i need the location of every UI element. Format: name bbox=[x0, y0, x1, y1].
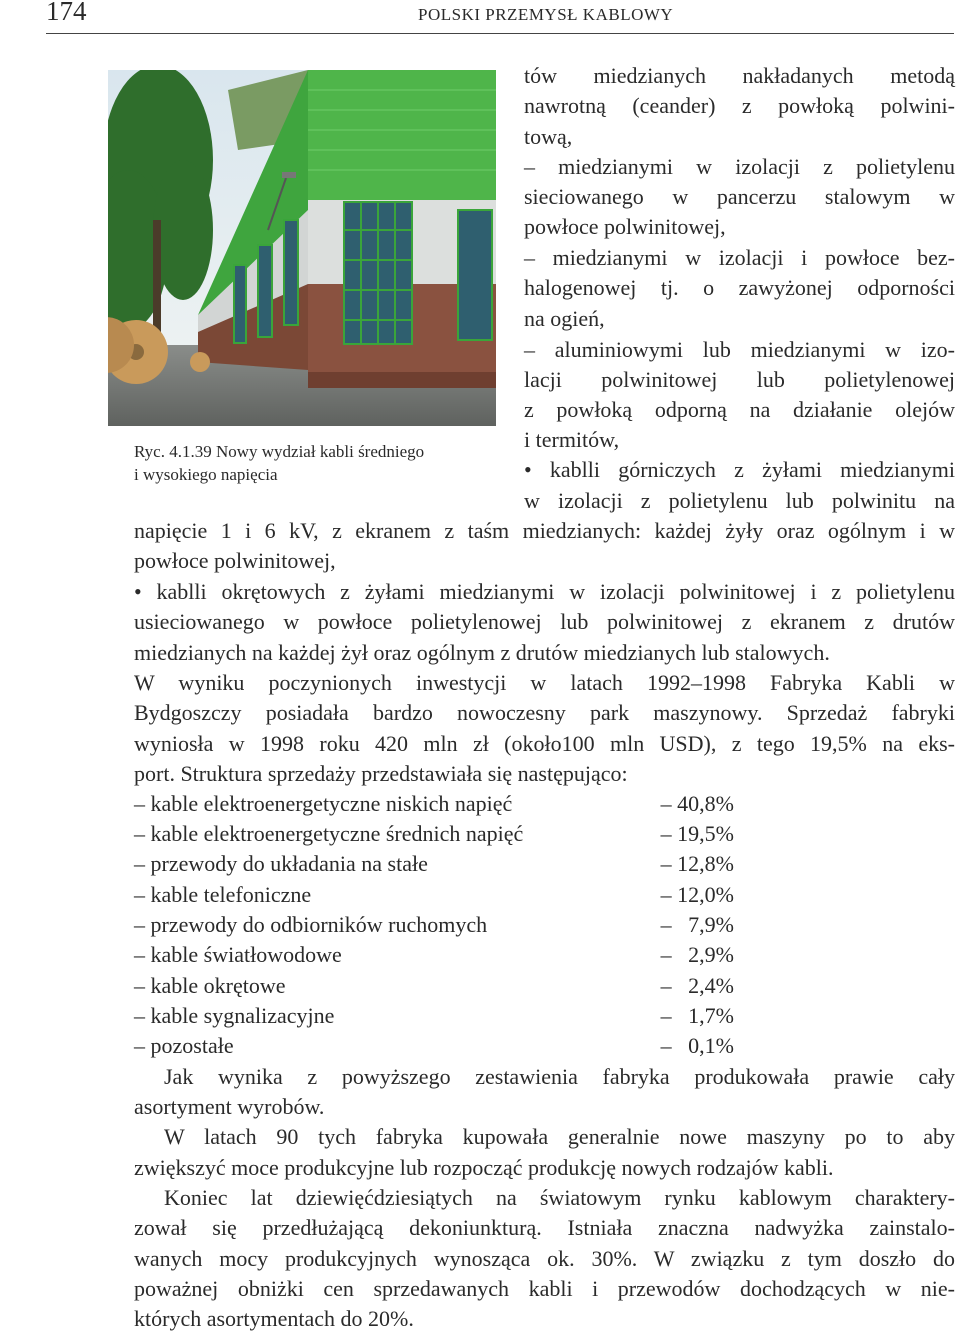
caption-line: Ryc. 4.1.39 Nowy wydział kabli średniego bbox=[134, 442, 425, 461]
sales-share: – 40,8% bbox=[660, 791, 734, 816]
paragraph-first-line: W wyniku poczynionych inwestycji w latach 1992–1998 Fabryka Kabli w bbox=[134, 670, 955, 695]
sales-category: – kable okrętowe bbox=[134, 973, 286, 998]
body-line: – miedzianymi w izolacji i powłoce bez- bbox=[524, 245, 955, 270]
sales-share: – 1,7% bbox=[660, 1003, 734, 1028]
body-line: powłoce polwinitowej, bbox=[524, 214, 726, 239]
body-line: napięcie 1 i 6 kV, z ekranem z taśm miedzianych: każdej żyły oraz ogólnym i w bbox=[134, 518, 955, 543]
body-line: których asortymentach do 20%. bbox=[134, 1306, 414, 1331]
sales-row bbox=[134, 1031, 734, 1061]
body-line: – aluminiowymi lub miedzianymi w izo- bbox=[524, 337, 955, 362]
body-line: halogenowej tj. o zawyżonej odporności bbox=[524, 275, 955, 300]
sales-category: – przewody do układania na stałe bbox=[134, 851, 428, 876]
page-number: 174 bbox=[46, 0, 87, 26]
sales-row bbox=[134, 849, 734, 879]
sales-row bbox=[134, 789, 734, 819]
body-line: tową, bbox=[524, 124, 573, 149]
sales-share: – 12,8% bbox=[660, 851, 734, 876]
bullet-line: • kablli okrętowych z żyłami miedzianymi w izolacji polwinitowej i z polietylenu bbox=[134, 579, 955, 604]
body-line: wanych mocy produkcyjnych wynosząca ok. 30%. W związku z tym doszło do bbox=[134, 1246, 955, 1271]
paragraph-first-line: Jak wynika z powyższego zestawienia fabryka produkowała prawie cały bbox=[164, 1064, 955, 1089]
sales-category: – przewody do odbiorników ruchomych bbox=[134, 912, 488, 937]
sales-row bbox=[134, 880, 734, 910]
sales-share: – 2,4% bbox=[660, 973, 734, 998]
sales-category: – kable elektroenergetyczne średnich napięć bbox=[134, 821, 524, 846]
sales-row bbox=[134, 910, 734, 940]
sales-share: – 0,1% bbox=[660, 1033, 734, 1058]
body-line: sieciowanego w pancerzu stalowym w bbox=[524, 184, 955, 209]
sales-category: – kable sygnalizacyjne bbox=[134, 1003, 335, 1028]
body-line: poważnej obniżki cen sprzedawanych kabli i przewodów dochodzących w nie- bbox=[134, 1276, 955, 1301]
paragraph-first-line: Koniec lat dziewięćdziesiątych na światowym rynku kablowym charaktery- bbox=[164, 1185, 955, 1210]
body-line: na ogień, bbox=[524, 306, 605, 331]
body-line: usieciowanego w powłoce polietylenowej lub polwinitowej z ekranem z drutów bbox=[134, 609, 955, 634]
sales-share: – 7,9% bbox=[660, 912, 734, 937]
body-line: port. Struktura sprzedaży przedstawiała się następująco: bbox=[134, 761, 628, 786]
body-line: – miedzianymi w izolacji z polietylenu bbox=[524, 154, 955, 179]
sales-share: – 19,5% bbox=[660, 821, 734, 846]
factory-photo bbox=[108, 70, 496, 426]
body-line: zwiększyć moce produkcyjne lub rozpocząć produkcję nowych rodzajów kabli. bbox=[134, 1155, 834, 1180]
bullet-line: • kablli górniczych z żyłami miedzianymi bbox=[524, 457, 955, 482]
running-title: POLSKI PRZEMYSŁ KABLOWY bbox=[418, 5, 674, 24]
sales-share: – 12,0% bbox=[660, 882, 734, 907]
sales-row bbox=[134, 971, 734, 1001]
body-line: tów miedzianych nakładanych metodą bbox=[524, 63, 955, 88]
paragraph-first-line: W latach 90 tych fabryka kupowała generalnie nowe maszyny po to aby bbox=[164, 1124, 955, 1149]
sales-category: – kable światłowodowe bbox=[134, 942, 342, 967]
body-line: w izolacji z polietylenu lub polwinitu na bbox=[524, 488, 955, 513]
sales-row bbox=[134, 940, 734, 970]
body-line: powłoce polwinitowej, bbox=[134, 548, 336, 573]
body-line: asortyment wyrobów. bbox=[134, 1094, 325, 1119]
sales-category: – kable telefoniczne bbox=[134, 882, 312, 907]
sales-row bbox=[134, 819, 734, 849]
sales-row bbox=[134, 1001, 734, 1031]
body-line: z powłoką odporną na działanie olejów bbox=[524, 397, 955, 422]
body-line: lacji polwinitowej lub polietylenowej bbox=[524, 367, 955, 392]
body-line: i termitów, bbox=[524, 427, 620, 452]
page-header bbox=[0, 0, 960, 34]
body-line: wyniosła w 1998 roku 420 mln zł (około100 mln USD), z tego 19,5% na eks- bbox=[134, 731, 955, 756]
sales-category: – kable elektroenergetyczne niskich napięć bbox=[134, 791, 513, 816]
header-rule bbox=[46, 33, 954, 34]
body-line: Bydgoszczy posiadała bardzo nowoczesny park maszynowy. Sprzedaż fabryki bbox=[134, 700, 955, 725]
body-line: nawrotną (ceander) z powłoką polwini- bbox=[524, 93, 955, 118]
figure-caption bbox=[134, 440, 494, 486]
caption-line: i wysokiego napięcia bbox=[134, 465, 278, 484]
body-line: zował się przedłużającą dekoniunkturą. Istniała znaczna nadwyżka zainstalo- bbox=[134, 1215, 955, 1240]
sales-share: – 2,9% bbox=[660, 942, 734, 967]
sales-category: – pozostałe bbox=[134, 1033, 234, 1058]
body-line: miedzianych na każdej żył oraz ogólnym z drutów miedzianych lub stalowych. bbox=[134, 640, 830, 665]
